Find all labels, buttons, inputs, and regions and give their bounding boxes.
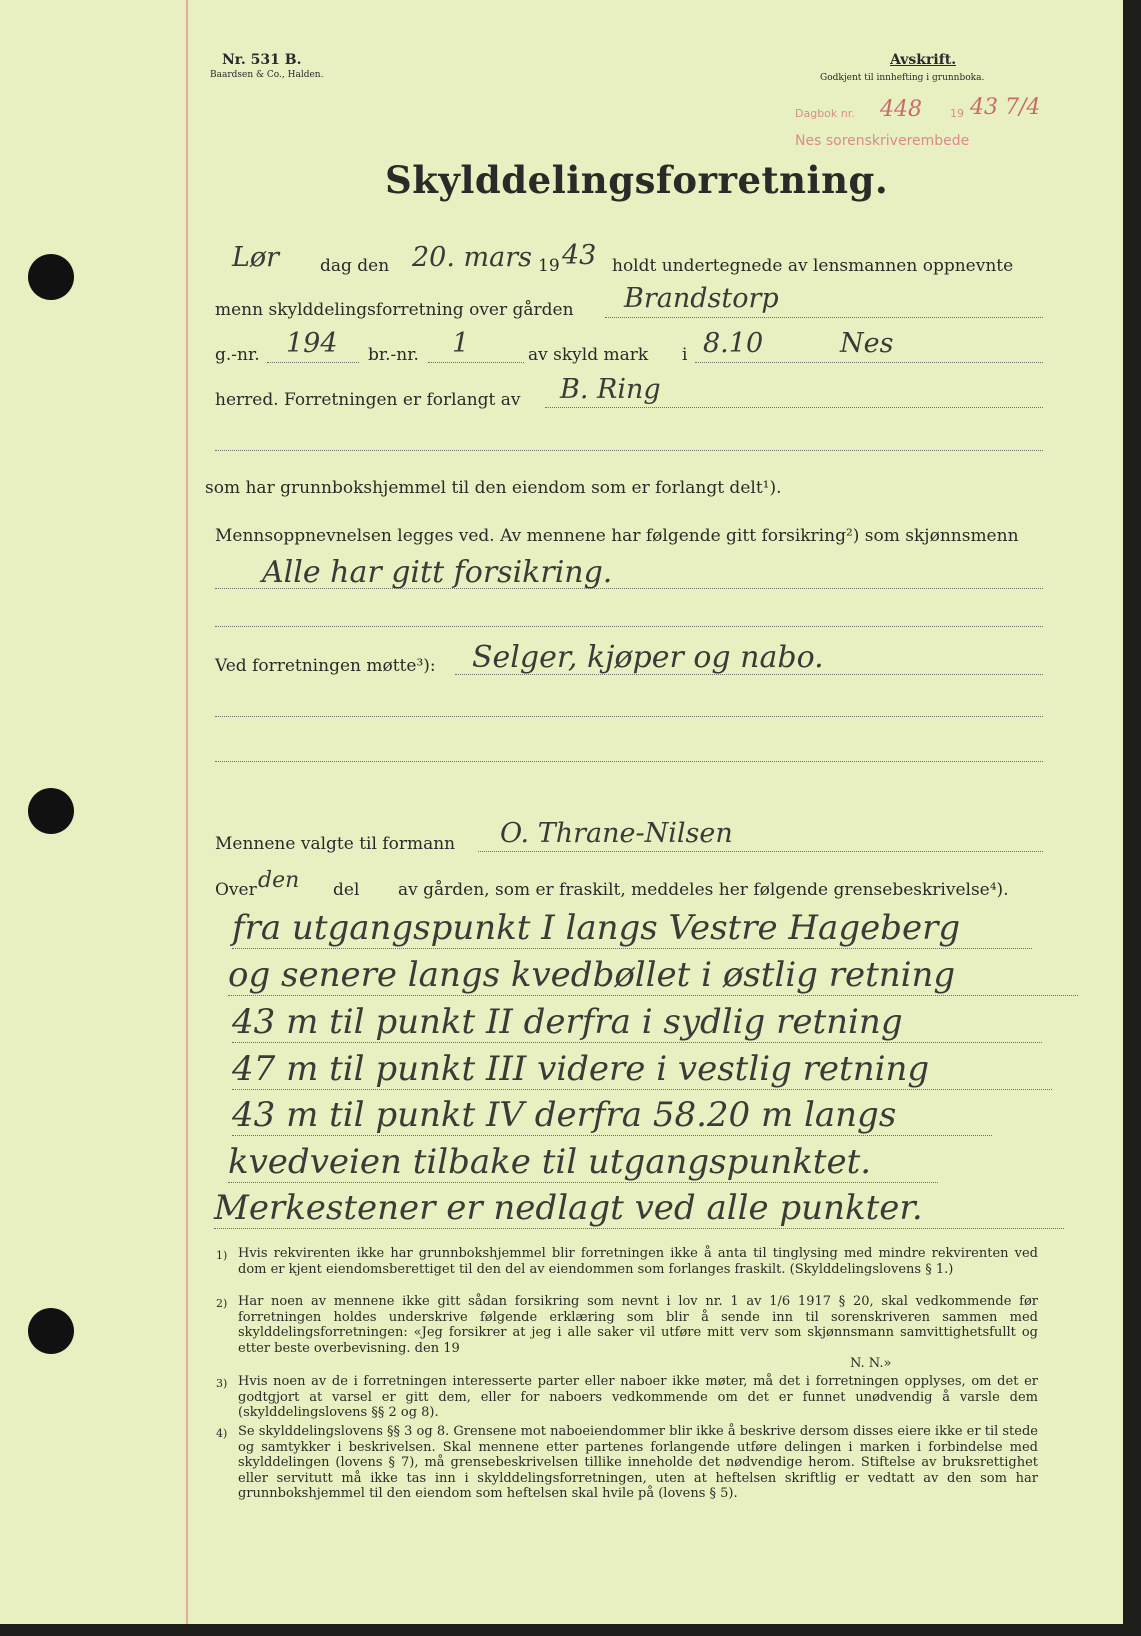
- year-prefix: 19: [538, 256, 560, 276]
- skyld-hand: 8.10: [703, 328, 764, 359]
- mote-hand: Selger, kjøper og nabo.: [472, 640, 824, 675]
- brnr-label: br.-nr.: [368, 345, 419, 365]
- requester-dotline: [545, 407, 1043, 408]
- stamp-office: Nes sorenskriverembede: [795, 133, 970, 149]
- mote-dotline: [455, 674, 1043, 675]
- skyld-dotline: [695, 362, 1043, 363]
- description-line-2: og senere langs kvedbøllet i østlig retning: [228, 955, 1078, 996]
- punch-hole-bottom: [28, 1308, 74, 1354]
- stamp-prefix: Dagbok nr.: [795, 107, 855, 120]
- punch-hole-top: [28, 254, 74, 300]
- year-hand: 43: [562, 240, 597, 271]
- blank-dotline-3: [215, 716, 1043, 717]
- del-label: del: [333, 880, 360, 900]
- footnote-2-number: 2): [216, 1297, 228, 1310]
- i-label: i: [682, 345, 688, 365]
- formann-label: Mennene valgte til formann: [215, 834, 456, 854]
- footnote-2-sign: N. N.»: [850, 1356, 892, 1371]
- date-hand: 20. mars: [412, 242, 532, 273]
- description-line-7: Merkestener er nedlagt ved alle punkter.: [214, 1188, 1064, 1229]
- gnr-hand: 194: [286, 328, 338, 359]
- blank-dotline-2: [215, 626, 1043, 627]
- skyld-label: av skyld mark: [528, 345, 649, 365]
- weekday-hand: Lør: [232, 242, 280, 273]
- menn-text: Mennsoppnevnelsen legges ved. Av mennene har følgende gitt forsikring²) som skjønnsmenn: [215, 526, 1019, 546]
- forsikring-dotline: [215, 588, 1043, 589]
- margin-rule: [186, 0, 188, 1624]
- formann-dotline: [478, 851, 1043, 852]
- footnote-1-number: 1): [216, 1249, 228, 1262]
- over-label: Over: [215, 880, 257, 900]
- held-text: holdt undertegnede av lensmannen oppnevnte: [612, 256, 1014, 276]
- gnr-label: g.-nr.: [215, 345, 260, 365]
- document-title: Skylddelingsforretning.: [385, 158, 889, 202]
- mote-label: Ved forretningen møtte³):: [215, 656, 436, 676]
- stamp-number: 448: [880, 97, 922, 122]
- description-line-6: kvedveien tilbake til utgangspunktet.: [228, 1142, 938, 1183]
- copy-label: Avskrift.: [890, 52, 957, 68]
- over-hand: den: [258, 868, 300, 893]
- footnote-4-number: 4): [216, 1427, 228, 1440]
- herred-text: herred. Forretningen er forlangt av: [215, 390, 521, 410]
- grunnbok-text: som har grunnbokshjemmel til den eiendom som er forlangt delt¹).: [205, 478, 782, 498]
- requester-hand: B. Ring: [560, 374, 661, 405]
- description-line-4: 47 m til punkt III videre i vestlig retning: [232, 1049, 1052, 1090]
- footnote-3-number: 3): [216, 1377, 228, 1390]
- municipality-hand: Nes: [840, 328, 894, 359]
- blank-dotline-1: [215, 450, 1043, 451]
- brnr-hand: 1: [452, 328, 470, 359]
- blank-dotline-4: [215, 761, 1043, 762]
- stamp-date: 43 7/4: [970, 95, 1041, 120]
- printer-name: Baardsen & Co., Halden.: [210, 70, 324, 80]
- forsikring-hand: Alle har gitt forsikring.: [262, 555, 613, 590]
- footnote-3-text: Hvis noen av de i forretningen interesserte parter eller naboer ikke møter, må det i forretningen opplyses, om det er godtgjort at varsel er gitt dem, eller for naboers vedkommende om det er funnet unødvendig å varsle dem (skylddelingslovens §§ 2 og 8).: [238, 1374, 1038, 1420]
- footnote-4-text: Se skylddelingslovens §§ 3 og 8. Grensene mot naboeiendommer blir ikke å beskrive dersom disses eiere ikke er til stede og samtykker i beskrivelsen. Skal mennene etter partenes forlangende utføre delingen i marken i forbindelse med skylddelingen (lovens § 7), må grensebeskrivelsen tillike inneholde det nødvendige herom. Stiftelse av bruksrettighet eller servitutt må ikke tas inn i skylddelingsforretningen, uten at heftelsen skriftlig er vedtatt av den som har grunnbokshjemmel til den eiendom som heftelsen skal hvile på (lovens § 5).: [238, 1424, 1038, 1501]
- description-line-1: fra utgangspunkt I langs Vestre Hageberg: [232, 908, 1032, 949]
- stamp-year-prefix: 19: [950, 107, 964, 120]
- description-line-3: 43 m til punkt II derfra i sydlig retning: [232, 1002, 1042, 1043]
- brnr-dotline: [428, 362, 524, 363]
- del-text: av gården, som er fraskilt, meddeles her følgende grensebeskrivelse⁴).: [398, 880, 1009, 900]
- formann-hand: O. Thrane-Nilsen: [500, 818, 733, 849]
- dag-den-label: dag den: [320, 256, 390, 276]
- line2-text: menn skylddelingsforretning over gården: [215, 300, 574, 320]
- punch-hole-middle: [28, 788, 74, 834]
- approval-text: Godkjent til innhefting i grunnboka.: [820, 73, 985, 83]
- form-number: Nr. 531 B.: [222, 52, 302, 68]
- footnote-2-text: Har noen av mennene ikke gitt sådan forsikring som nevnt i lov nr. 1 av 1/6 1917 § 20, skal vedkommende før forretningen holdes underskrive følgende erklæring som blir å sende inn til sorenskriveren sammen med skylddelingsforretningen: «Jeg forsikrer at jeg i alle saker vil utføre mitt verv som skjønnsmann samvittighetsfullt og etter beste overbevisning. den 19: [238, 1294, 1038, 1356]
- description-line-5: 43 m til punkt IV derfra 58.20 m langs: [232, 1095, 992, 1136]
- gnr-dotline: [267, 362, 359, 363]
- footnote-1-text: Hvis rekvirenten ikke har grunnbokshjemmel blir forretningen ikke å anta til tinglysing med mindre rekvirenten ved dom er kjent eiendomsberettiget til den del av eiendommen som forlanges fraskilt. (Skylddelingslovens § 1.): [238, 1246, 1038, 1277]
- farm-hand: Brandstorp: [624, 283, 779, 314]
- farm-dotline: [605, 317, 1043, 318]
